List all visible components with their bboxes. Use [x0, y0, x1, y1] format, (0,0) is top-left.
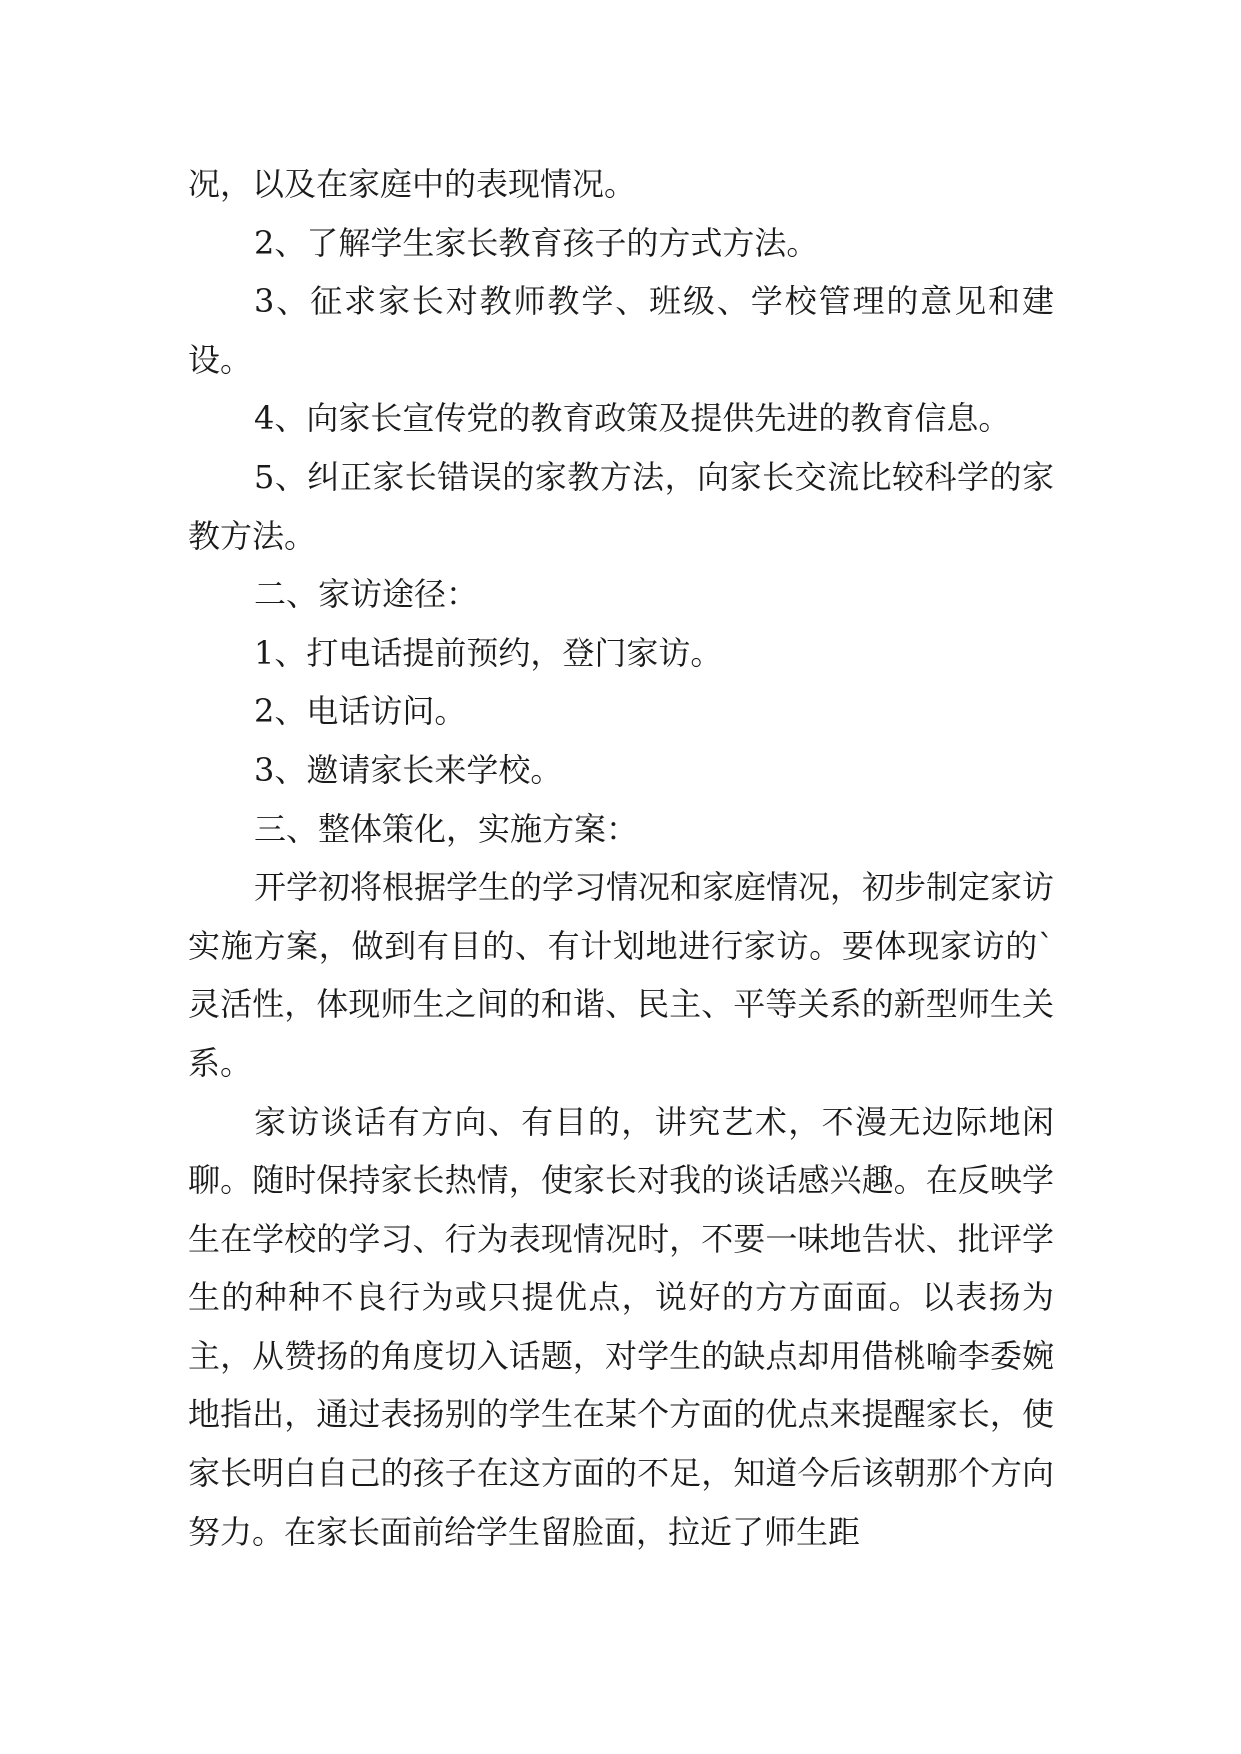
paragraph-visit-3: 3、邀请家长来学校。: [254, 750, 563, 789]
paragraph-plan: 开学初将根据学生的学习情况和家庭情况，初步制定家访实施方案，做到有目的、有计划地进行家访。要体现家访的`灵活性，体现师生之间的和谐、民主、平等关系的新型师生关系。: [188, 868, 1055, 1082]
paragraph-visit-1: 1、打电话提前预约，登门家访。: [254, 633, 723, 672]
document-body: [188, 155, 1054, 1561]
section-heading-2: 二、家访途径：: [254, 575, 479, 614]
paragraph-item-4: 4、向家长宣传党的教育政策及提供先进的教育信息。: [254, 399, 1011, 438]
paragraph-item-3: 3、征求家长对教师教学、班级、学校管理的意见和建设。: [188, 282, 1054, 379]
paragraph-item-5: 5、纠正家长错误的家教方法，向家长交流比较科学的家教方法。: [188, 457, 1054, 555]
paragraph-item-2: 2、了解学生家长教育孩子的方式方法。: [254, 223, 819, 262]
paragraph-visit-2: 2、电话访问。: [254, 692, 467, 731]
paragraph-continuation: 况，以及在家庭中的表现情况。: [188, 165, 637, 203]
paragraph-conversation: 家访谈话有方向、有目的，讲究艺术，不漫无边际地闲聊。随时保持家长热情，使家长对我的谈话感兴趣。在反映学生在学校的学习、行为表现情况时，不要一味地告状、批评学生的种种不良行为或只提优点，说好的方方面面。以表扬为主，从赞扬的角度切入话题，对学生的缺点却用借桃喻李委婉地指出，通过表扬别的学生在某个方面的优点来提醒家长，使家长明白自己的孩子在这方面的不足，知道今后该朝那个方向努力。在家长面前给学生留脸面，拉近了师生距: [188, 1102, 1054, 1551]
section-heading-3: 三、整体策化，实施方案：: [254, 809, 639, 848]
